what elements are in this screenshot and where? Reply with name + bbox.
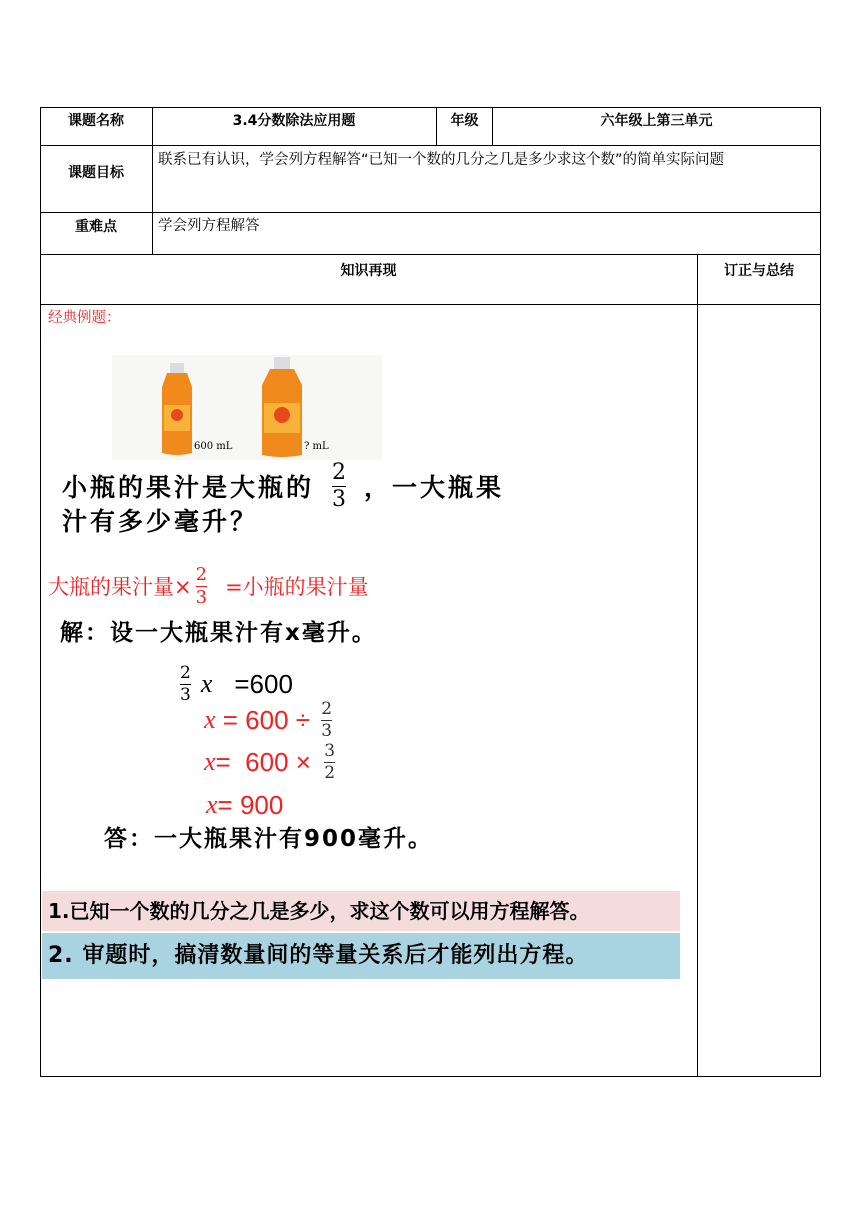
problem-fraction — [332, 459, 347, 512]
relation-left: 大瓶的果汁量× — [48, 575, 192, 599]
small-bottle-label: 600 mL — [194, 441, 233, 452]
equation-3 — [204, 738, 335, 786]
eq4-var: x — [206, 790, 218, 819]
equation-4 — [206, 786, 283, 824]
tip-1-text: 1.已知一个数的几分之几是多少，求这个数可以用方程解答。 — [48, 899, 590, 923]
goal-label: 课题目标 — [68, 165, 124, 181]
relation-fraction — [195, 563, 208, 608]
grade-value: 六年级上第三单元 — [600, 113, 713, 129]
eq3-fraction — [324, 740, 336, 783]
problem-line-2: 汁有多少毫升？ — [62, 507, 259, 536]
topic-label: 课题名称 — [68, 113, 124, 129]
eq3-frac-den: 2 — [324, 762, 336, 783]
eq2-var: x — [204, 705, 216, 734]
bottles-illustration — [112, 355, 382, 460]
goal-text: 联系已有认识，学会列方程解答“已知一个数的几分之几是多少求这个数”的简单实际问题 — [158, 152, 725, 168]
eq1-rhs: =600 — [234, 668, 293, 699]
correction-header: 订正与总结 — [724, 263, 794, 279]
eq3-var: x — [204, 747, 216, 776]
tip-1-box — [42, 891, 680, 931]
big-bottle-label: ? mL — [304, 441, 329, 452]
eq1-var: x — [200, 669, 213, 698]
tip-2-box — [42, 933, 680, 979]
topic-value: 3.4分数除法应用题 — [232, 113, 356, 129]
eq2-fraction — [321, 698, 333, 741]
small-bottle-image — [112, 355, 382, 460]
problem-text-a: 小瓶的果汁是大瓶的 — [62, 473, 315, 502]
eq2-frac-den: 3 — [321, 720, 333, 741]
relation-right: =小瓶的果汁量 — [225, 575, 369, 599]
problem-frac-num: 2 — [332, 459, 347, 485]
example-label: 经典例题： — [48, 310, 121, 326]
eq2-frac-num: 2 — [321, 698, 333, 719]
eq1-fraction — [180, 662, 191, 705]
relation-line — [48, 560, 369, 612]
relation-frac-num: 2 — [195, 563, 208, 585]
eq2-mid: = 600 ÷ — [215, 704, 318, 735]
key-text: 学会列方程解答 — [158, 218, 260, 234]
eq4-rhs: = 900 — [217, 789, 284, 820]
relation-frac-den: 3 — [195, 586, 208, 608]
solution-intro: 解：设一大瓶果汁有x毫升。 — [60, 620, 377, 646]
problem-frac-den: 3 — [332, 486, 347, 512]
tip-2-text: 2. 审题时，搞清数量间的等量关系后才能列出方程。 — [48, 943, 589, 968]
eq3-mid: = 600 × — [215, 746, 319, 777]
equation-2 — [204, 696, 332, 744]
eq3-frac-num: 3 — [324, 740, 336, 761]
key-label: 重难点 — [75, 219, 117, 235]
grade-label: 年级 — [450, 113, 479, 129]
eq1-frac-den: 3 — [180, 684, 191, 705]
answer-line: 答：一大瓶果汁有900毫升。 — [104, 826, 434, 852]
problem-text-b: ，一大瓶果 — [364, 473, 505, 502]
eq1-frac-num: 2 — [180, 662, 191, 683]
knowledge-header: 知识再现 — [340, 263, 397, 279]
